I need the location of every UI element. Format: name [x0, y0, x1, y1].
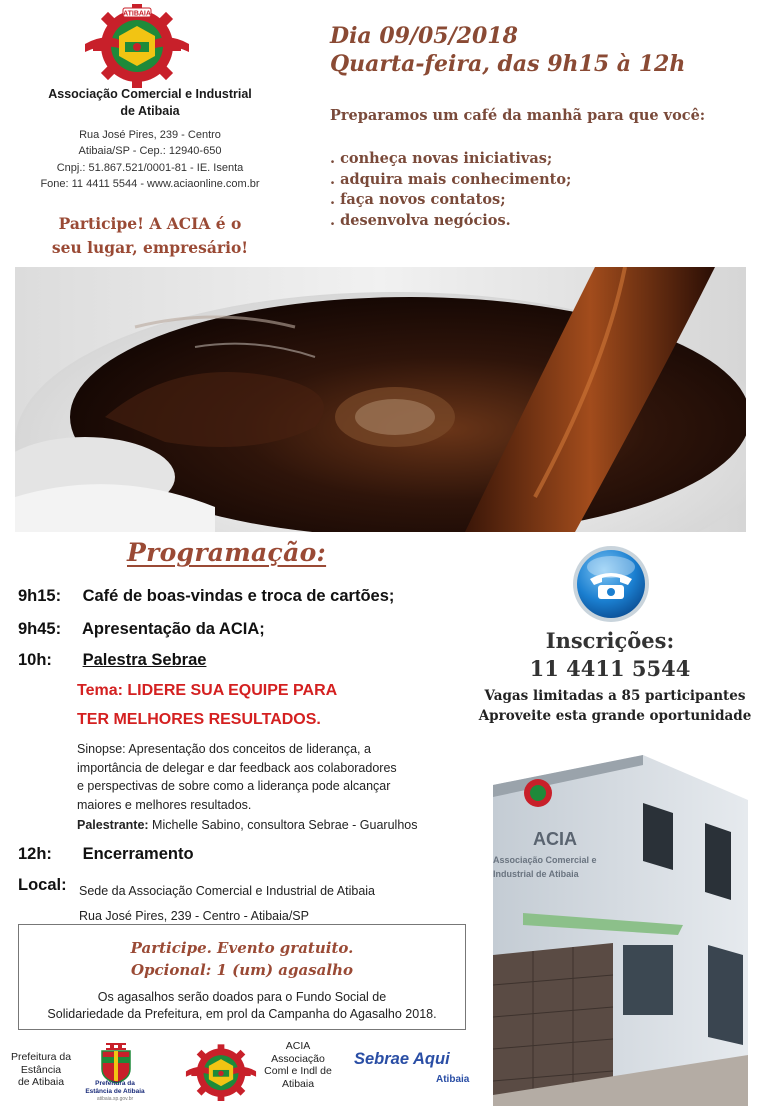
acia-footer-line: Atibaia — [281, 1077, 315, 1090]
schedule-text: Apresentação da ACIA; — [81, 620, 265, 638]
building-sign-line: Industrial de Atibaia — [493, 869, 579, 879]
event-date-line: Dia 09/05/2018 — [330, 23, 518, 49]
list-item: . faça novos contatos; — [330, 191, 506, 208]
building-sign-title: ACIA — [533, 829, 577, 849]
address-line: Fone: 11 4411 5544 - www.aciaonline.com.br — [40, 177, 260, 190]
sebrae-aqui-logo: Sebrae Aqui — [354, 1050, 450, 1068]
talk-synopsis — [77, 740, 477, 814]
acia-footer-line: Coml e Indl de — [264, 1065, 332, 1077]
telephone-icon — [572, 545, 650, 623]
schedule-item — [18, 587, 394, 606]
location-line: Sede da Associação Comercial e Industrial de Atibaia — [79, 884, 376, 898]
schedule-text: Café de boas-vindas e troca de cartões; — [82, 587, 395, 605]
acia-footer-line: Associação — [271, 1052, 325, 1065]
address-line: Cnpj.: 51.867.521/0001-81 - IE. Isenta — [56, 161, 244, 174]
prefeitura-name — [0, 1051, 82, 1089]
prefeitura-website: atibaia.sp.gov.br — [96, 1096, 134, 1102]
slogan-line: seu lugar, empresário! — [51, 238, 249, 257]
schedule-item — [18, 651, 206, 670]
coffee-pour-image — [15, 267, 746, 532]
organization-name — [0, 86, 300, 120]
acia-footer-line: ACIA — [285, 1040, 311, 1052]
logo-ribbon-text: ATIBAIA — [123, 10, 151, 18]
slogan-line: Participe! A ACIA é o — [58, 214, 242, 233]
schedule-text: Palestra Sebrae — [82, 651, 207, 669]
talk-theme-line: TER MELHORES RESULTADOS. — [77, 711, 321, 728]
opportunity-text: Aproveite esta grande oportunidade — [478, 708, 752, 724]
crest-caption — [80, 1080, 150, 1095]
notice-text-line: Solidariedade da Prefeitura, em prol da Campanha do Agasalho 2018. — [47, 1006, 437, 1021]
list-item: . desenvolva negócios. — [330, 211, 511, 229]
list-item: . adquira mais conhecimento; — [330, 170, 572, 188]
schedule-time: 12h: — [18, 845, 52, 863]
location-line: Rua José Pires, 239 - Centro - Atibaia/SP — [79, 909, 309, 923]
acia-footer-text — [250, 1040, 346, 1090]
notice-headline — [19, 937, 465, 981]
synopsis-line: e perspectivas de sobre como a liderança pode alcançar — [77, 779, 391, 793]
slogan — [0, 212, 300, 260]
notice-headline-line: Opcional: 1 (um) agasalho — [130, 961, 354, 979]
event-date — [330, 22, 760, 78]
speaker-name: Michelle Sabino, consultora Sebrae - Guarulhos — [152, 818, 418, 832]
location-label: Local: — [18, 876, 67, 894]
registration-title: Inscrições: — [545, 628, 675, 653]
list-item: . conheça novas iniciativas; — [330, 150, 553, 167]
schedule-time: 10h: — [18, 651, 52, 669]
synopsis-line: importância de delegar e dar feedback aos colaboradores — [77, 760, 397, 775]
acia-footer-logo — [184, 1043, 258, 1101]
talk-theme-line: Tema: LIDERE SUA EQUIPE PARA — [77, 682, 338, 699]
building-sign-line: Associação Comercial e — [493, 855, 597, 865]
speaker — [77, 818, 417, 832]
schedule-time: 9h15: — [18, 587, 62, 605]
location-address — [79, 879, 375, 929]
seat-limit: Vagas limitadas a 85 participantes — [484, 688, 746, 704]
crest-caption-line: Prefeitura da — [95, 1080, 135, 1087]
speaker-label: Palestrante: — [77, 818, 149, 832]
registration-notes — [470, 686, 760, 726]
notice-text — [19, 989, 465, 1022]
gear-emblem-icon — [186, 1044, 256, 1101]
acia-logo — [85, 2, 189, 88]
schedule-item — [18, 845, 194, 864]
synopsis-line: maiores e melhores resultados. — [77, 797, 252, 812]
notice-headline-line: Participe. Evento gratuito. — [130, 939, 354, 957]
program-title: Programação: — [127, 538, 327, 567]
schedule-item — [18, 620, 265, 639]
free-event-notice — [18, 924, 466, 1030]
prefeitura-line: Prefeitura da — [10, 1051, 72, 1063]
organization-address — [0, 127, 300, 192]
event-time-line: Quarta-feira, das 9h15 à 12h — [330, 51, 686, 77]
registration-phone: 11 4411 5544 — [529, 656, 691, 681]
event-intro: Preparamos um café da manhã para que você: — [330, 107, 706, 124]
org-name-line: de Atibaia — [120, 104, 180, 118]
schedule-time: 9h45: — [18, 620, 62, 638]
crest-caption-line: Estância de Atibaia — [85, 1087, 145, 1095]
notice-text-line: Os agasalhos serão doados para o Fundo Social de — [97, 990, 387, 1004]
schedule-text: Encerramento — [82, 845, 194, 863]
address-line: Atibaia/SP - Cep.: 12940-650 — [78, 145, 222, 158]
address-line: Rua José Pires, 239 - Centro — [79, 129, 221, 141]
prefeitura-line: Estância — [20, 1063, 62, 1076]
synopsis-line: Sinopse: Apresentação dos conceitos de liderança, a — [77, 742, 371, 756]
acia-building-photo — [493, 755, 748, 1106]
org-name-line: Associação Comercial e Industrial — [48, 87, 252, 101]
sebrae-city: Atibaia — [436, 1074, 470, 1085]
benefits-list — [330, 149, 571, 231]
prefeitura-line: de Atibaia — [17, 1076, 65, 1088]
